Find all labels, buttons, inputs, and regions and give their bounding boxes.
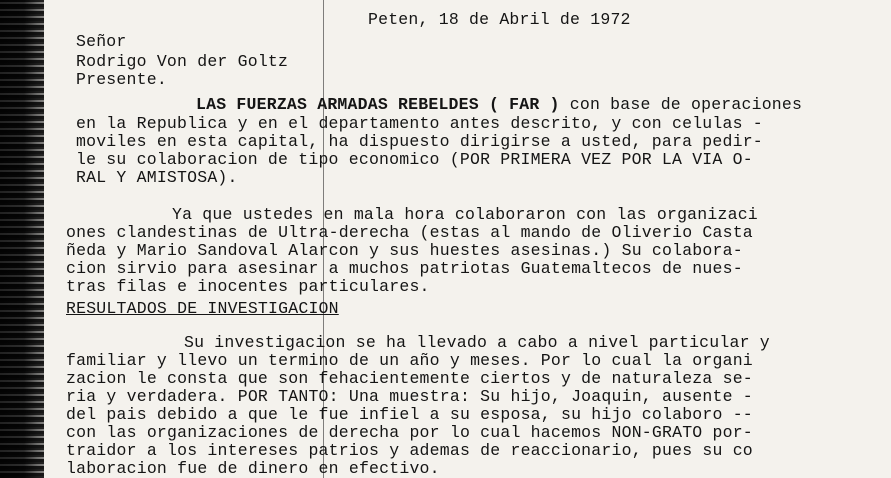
- paragraph3-line3: zacion le consta que son fehacientemente ciertos y de naturaleza se-: [66, 369, 753, 388]
- letter-date: Peten, 18 de Abril de 1972: [368, 10, 631, 29]
- recipient-name: Rodrigo Von der Goltz: [76, 52, 289, 71]
- paragraph1-line2: en la Republica y en el departamento antes descrito, y con celulas -: [76, 114, 763, 133]
- paragraph1-line5: RAL Y AMISTOSA).: [76, 168, 238, 187]
- salutation-title: Señor: [76, 32, 127, 51]
- paragraph2-line2: ones clandestinas de Ultra-derecha (estas al mando de Oliverio Casta: [66, 223, 753, 242]
- paragraph1-line1: [196, 95, 802, 114]
- paragraph1-line3: moviles en esta capital, ha dispuesto dirigirse a usted, para pedir-: [76, 132, 763, 151]
- paragraph3-line1: Su investigacion se ha llevado a cabo a nivel particular y: [184, 333, 770, 352]
- paragraph3-line6: con las organizaciones de derecha por lo cual hacemos NON-GRATO por-: [66, 423, 753, 442]
- paragraph1-line1-rest: con base de operaciones: [559, 95, 803, 114]
- paragraph3-line2: familiar y llevo un termino de un año y meses. Por lo cual la organi: [66, 351, 753, 370]
- scan-binding-edge: [0, 0, 44, 478]
- organization-name: LAS FUERZAS ARMADAS REBELDES ( FAR ): [196, 95, 560, 114]
- paragraph2-line4: cion sirvio para asesinar a muchos patriotas Guatemaltecos de nues-: [66, 259, 743, 278]
- paragraph3-line5: del pais debido a que le fue infiel a su esposa, su hijo colaboro --: [66, 405, 753, 424]
- paragraph3-line8: laboracion fue de dinero en efectivo.: [66, 459, 440, 478]
- salutation-presente: Presente.: [76, 70, 167, 89]
- paragraph2-line5: tras filas e inocentes particulares.: [66, 277, 430, 296]
- paragraph3-line4: ria y verdadera. POR TANTO: Una muestra: Su hijo, Joaquin, ausente -: [66, 387, 753, 406]
- section-heading: RESULTADOS DE INVESTIGACION: [66, 299, 339, 318]
- paragraph1-line4: le su colaboracion de tipo economico (POR PRIMERA VEZ POR LA VIA O-: [76, 150, 753, 169]
- paragraph3-line7: traidor a los intereses patrios y ademas de reaccionario, pues su co: [66, 441, 753, 460]
- paragraph2-line3: ñeda y Mario Sandoval Alarcon y sus huestes asesinas.) Su colabora-: [66, 241, 743, 260]
- paragraph2-line1: Ya que ustedes en mala hora colaboraron con las organizaci: [172, 205, 758, 224]
